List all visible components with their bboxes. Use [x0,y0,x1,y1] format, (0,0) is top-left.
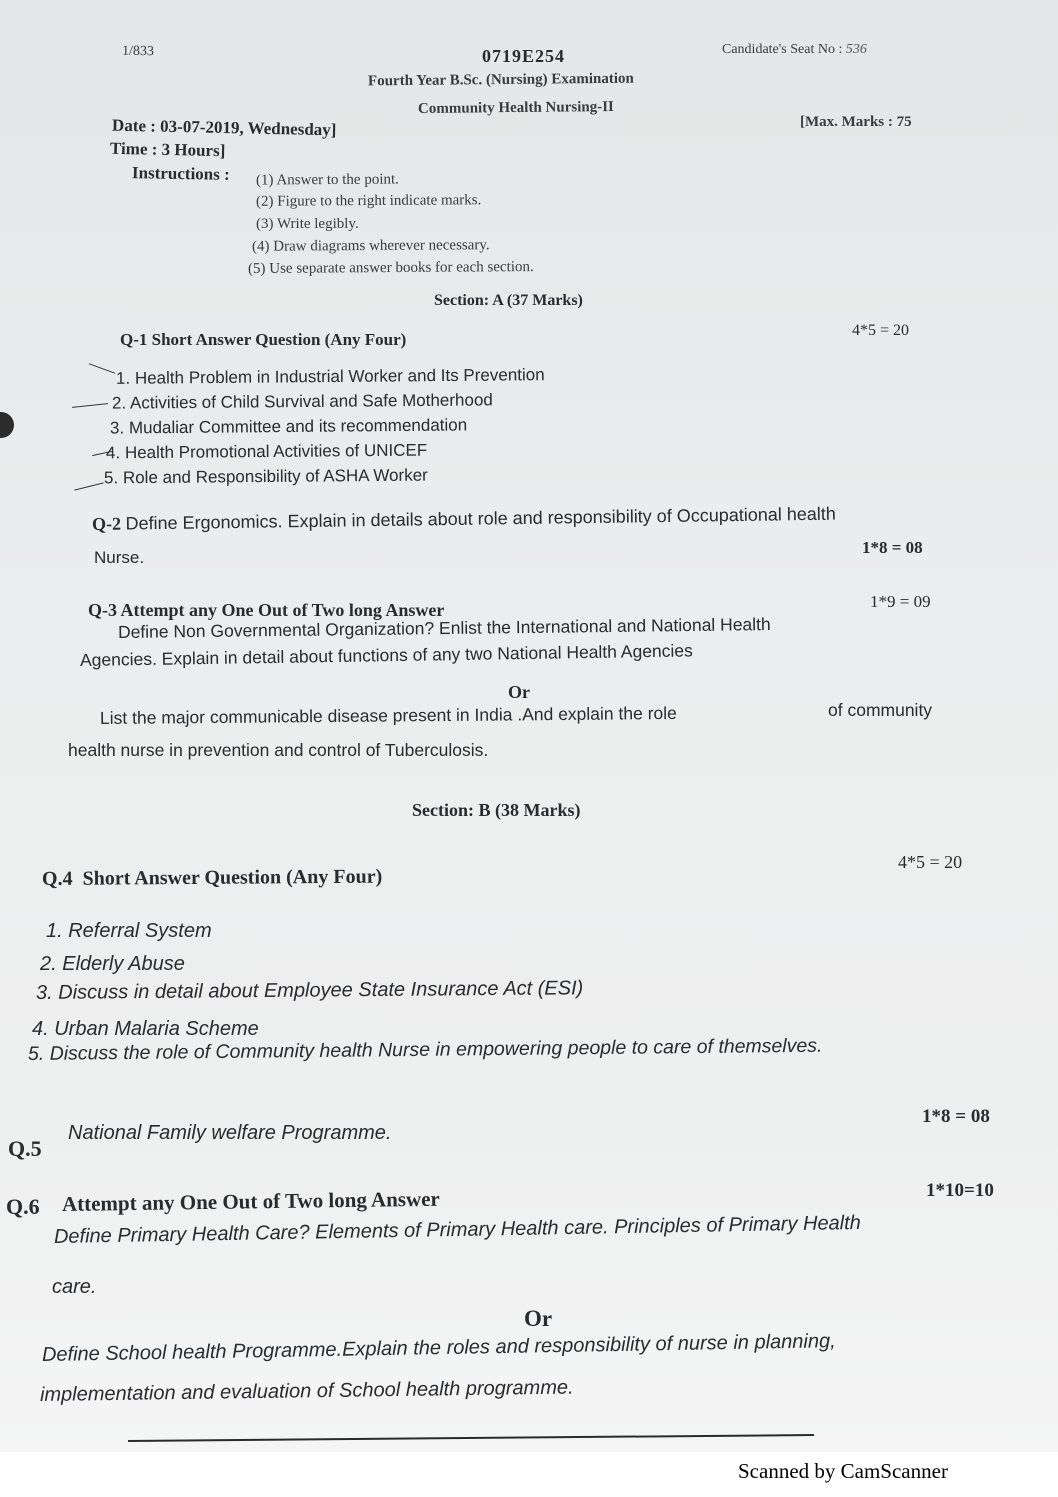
q6-title: Attempt any One Out of Two long Answer [61,1186,440,1216]
q4-title: Short Answer Question (Any Four) [82,865,383,890]
q1-item: 4. Health Promotional Activities of UNICEF [105,440,428,463]
max-marks: [Max. Marks : 75 [800,114,912,130]
end-rule [128,1434,814,1442]
q2-marks: 1*8 = 08 [862,538,923,557]
q6-label: Q.6 [6,1194,40,1219]
q4-item: 5. Discuss the role of Community health Nurse in empowering people to care of themselves. [27,1034,823,1065]
q3-option1-line1: Define Non Governmental Organization? Enlist the International and National Health [117,614,771,642]
exam-time: Time : 3 Hours] [109,138,226,161]
q6-option1-line2: care. [52,1276,97,1298]
q4-item: 2. Elderly Abuse [40,953,185,975]
paper-code: 0719E254 [482,46,566,66]
q3-option2-line2: health nurse in prevention and control of Tuberculosis. [68,740,489,760]
exam-date: Date : 03-07-2019, Wednesday] [111,115,337,140]
seat-value: 536 [845,42,867,57]
q6-option1-line1: Define Primary Health Care? Elements of Primary Health care. Principles of Primary Health [53,1211,862,1248]
scanner-watermark: Scanned by CamScanner [738,1459,948,1483]
tick-mark [74,482,103,490]
q2-line1 [92,504,836,535]
exam-title: Fourth Year B.Sc. (Nursing) Examination [367,70,634,90]
q5-marks: 1*8 = 08 [922,1106,990,1127]
q4-item: 3. Discuss in detail about Employee State Insurance Act (ESI) [35,977,584,1004]
q4-item: 1. Referral System [46,920,212,942]
section-b-title: Section: B (38 Marks) [412,800,581,820]
q3-option2-line1a: List the major communicable disease present in India .And explain the role [99,702,677,728]
q1-item: 3. Mudaliar Committee and its recommendation [109,415,468,438]
tick-mark [89,363,116,374]
section-a-title: Section: A (37 Marks) [434,292,583,309]
instruction-item: (5) Use separate answer books for each section. [247,259,534,277]
q6-option2-line2: implementation and evaluation of School health programme. [39,1376,574,1406]
instructions-label: Instructions : [131,163,230,184]
q5-text: National Family welfare Programme. [68,1122,392,1144]
q2-text: Define Ergonomics. Explain in details about role and responsibility of Occupational health [125,503,836,534]
instruction-item: (1) Answer to the point. [255,171,399,189]
q2-label: Q-2 [91,513,122,534]
q3-marks: 1*9 = 09 [870,592,931,611]
subject-title: Community Health Nursing-II [417,98,614,118]
q3-or: Or [508,682,530,702]
seat-label: Candidate's Seat No : [722,42,843,57]
q1-item: 2. Activities of Child Survival and Safe Motherhood [111,390,493,413]
q4-marks: 4*5 = 20 [898,852,963,872]
q4-item: 4. Urban Malaria Scheme [32,1018,259,1040]
hole-punch-mark [0,412,14,438]
q1-title: Q-1 Short Answer Question (Any Four) [120,330,407,349]
instruction-item: (2) Figure to the right indicate marks. [255,192,482,210]
q6-or: Or [524,1306,553,1331]
instruction-item: (4) Draw diagrams wherever necessary. [251,237,490,255]
corner-code: 1/833 [121,43,155,60]
q4-label: Q.4 [41,867,73,890]
q1-item: 5. Role and Responsibility of ASHA Worker [103,465,428,488]
q1-item: 1. Health Problem in Industrial Worker and Its Prevention [115,365,545,388]
q6-marks: 1*10=10 [926,1180,994,1201]
q3-title: Q-3 Attempt any One Out of Two long Answer [88,600,445,620]
q2-line2: Nurse. [94,548,145,567]
q3-option1-line2: Agencies. Explain in detail about functions of any two National Health Agencies [79,640,693,670]
tick-mark [72,403,108,408]
seat-number [722,42,867,58]
q3-option2-line1b: of community [828,700,933,720]
instruction-item: (3) Write legibly. [256,216,359,232]
q1-marks: 4*5 = 20 [852,322,910,339]
q5-label: Q.5 [8,1136,42,1161]
q6-option2-line1: Define School health Programme.Explain the roles and responsibility of nurse in planning, [41,1330,836,1366]
q4-title-line [42,866,382,891]
